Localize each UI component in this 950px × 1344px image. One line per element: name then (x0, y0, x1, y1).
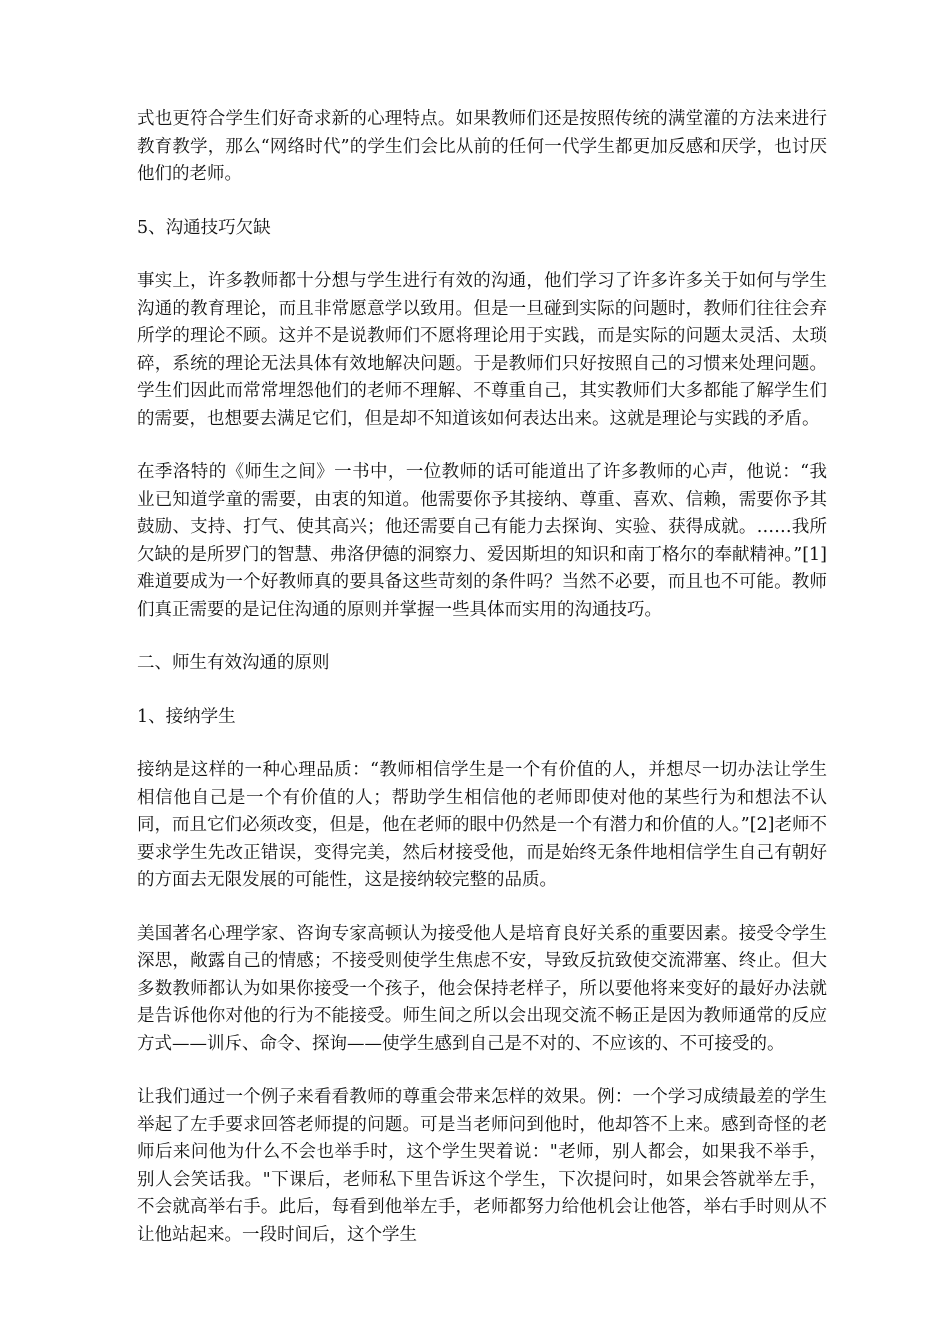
paragraph-2: 事实上，许多教师都十分想与学生进行有效的沟通，他们学习了许多许多关于如何与学生沟通的教育理论，而且非常愿意学以致用。但是一旦碰到实际的问题时，教师们往往会弃所学的理论不顾。这并不是说教师们不愿将理论用于实践，而是实际的问题太灵活、太琐碎，系统的理论无法具体有效地解决问题。于是教师们只好按照自己的习惯来处理问题。学生们因此而常常埋怨他们的老师不理解、不尊重自己，其实教师们大多都能了解学生们的需要，也想要去满足它们，但是却不知道该如何表达出来。这就是理论与实践的矛盾。 (137, 271, 827, 429)
paragraph-4: 接纳是这样的一种心理品质：“教师相信学生是一个有价值的人，并想尽一切办法让学生相信他自己是一个有价值的人；帮助学生相信他的老师即使对他的某些行为和想法不认同，而且它们必须改变，但是，他在老师的眼中仍然是一个有潜力和价值的人。”[2]老师不要求学生先改正错误，变得完美，然后材接受他，而是始终无条件地相信学生自己有朝好的方面去无限发展的可能性，这是接纳较完整的品质。 (137, 760, 827, 890)
chapter-heading-2: 二、师生有效沟通的原则 (137, 653, 330, 673)
paragraph-5: 美国著名心理学家、咨询专家高顿认为接受他人是培育良好关系的重要因素。接受令学生深思，敞露自己的情感；不接受则使学生焦虑不安，导致反抗致使交流滞塞、终止。但大多数教师都认为如果你接受一个孩子，他会保持老样子，所以要他将来变好的最好办法就是告诉他你对他的行为不能接受。师生间之所以会出现交流不畅正是因为教师通常的反应方式——训斥、命令、探询——使学生感到自己是不对的、不应该的、不可接受的。 (137, 923, 827, 1054)
section-heading-5: 5、沟通技巧欠缺 (137, 217, 271, 238)
paragraph-6: 让我们通过一个例子来看看教师的尊重会带来怎样的效果。例：一个学习成绩最差的学生举起了左手要求回答老师提的问题。可是当老师问到他时，他却答不上来。感到奇怪的老师后来问他为什么不会也举手时，这个学生哭着说："老师，别人都会，如果我不举手，别人会笑话我。"下课后，老师私下里告诉这个学生，下次提问时，如果会答就举左手，不会就高举右手。此后，每看到他举左手，老师都努力给他机会让他答，举右手时则从不让他站起来。一段时间后，这个学生 (137, 1087, 827, 1245)
document-page (137, 106, 827, 1275)
section-heading-1: 1、接纳学生 (137, 706, 236, 727)
paragraph-1: 式也更符合学生们好奇求新的心理特点。如果教师们还是按照传统的满堂灌的方法来进行教育教学，那么“网络时代”的学生们会比从前的任何一代学生都更加反感和厌学，也讨厌他们的老师。 (137, 109, 827, 184)
paragraph-3: 在季洛特的《师生之间》一书中，一位教师的话可能道出了许多教师的心声，他说：“我业已知道学童的需要，由衷的知道。他需要你予其接纳、尊重、喜欢、信赖，需要你予其鼓励、支持、打气、使其高兴；他还需要自己有能力去探询、实验、获得成就。……我所欠缺的是所罗门的智慧、弗洛伊德的洞察力、爱因斯坦的知识和南丁格尔的奉献精神。”[1]难道要成为一个好教师真的要具备这些苛刻的条件吗？当然不必要，而且也不可能。教师们真正需要的是记住沟通的原则并掌握一些具体而实用的沟通技巧。 (137, 462, 827, 620)
